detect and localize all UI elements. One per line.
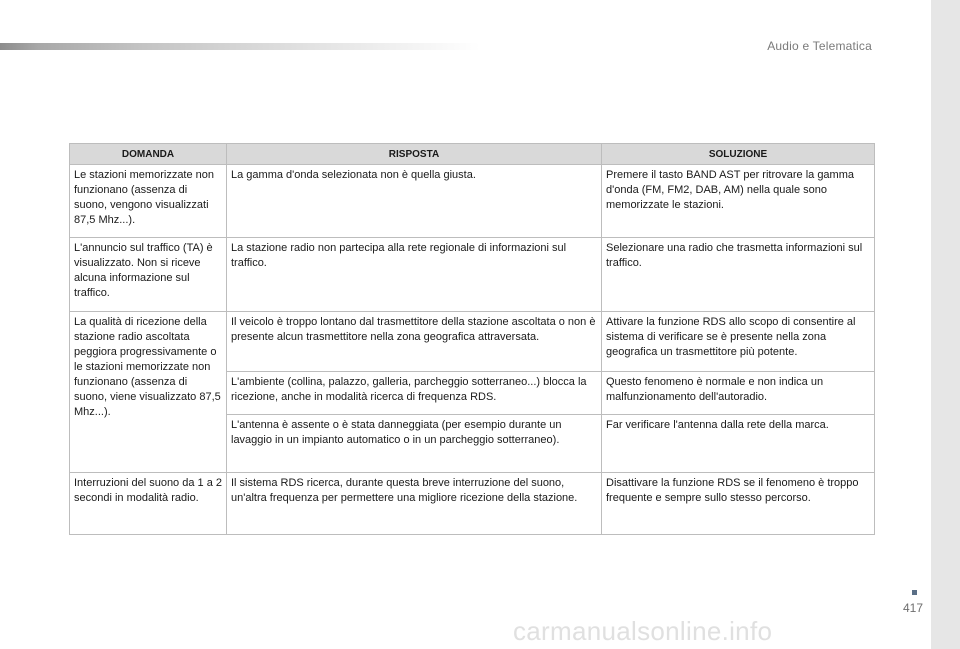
table-header-row <box>70 144 875 165</box>
answer-cell: Il sistema RDS ricerca, durante questa breve interruzione del suono, un'altra frequenza per permettere una migliore ricezione della stazione. <box>227 473 602 535</box>
table-row <box>70 312 875 372</box>
section-title: Audio e Telematica <box>767 39 872 53</box>
table-row <box>70 165 875 238</box>
table-row <box>70 238 875 312</box>
page-marker-square <box>912 590 917 595</box>
answer-cell: La stazione radio non partecipa alla rete regionale di informazioni sul traffico. <box>227 238 602 312</box>
question-cell: Le stazioni memorizzate non funzionano (assenza di suono, vengono visualizzati 87,5 Mhz...). <box>70 165 227 238</box>
solution-cell: Questo fenomeno è normale e non indica un malfunzionamento dell'autoradio. <box>602 372 875 415</box>
page-number: 417 <box>903 601 924 615</box>
question-cell: La qualità di ricezione della stazione radio ascoltata peggiora progressivamente o le stazioni memorizzate non funzionano (assenza di suono, viene visualizzato 87,5 Mhz...). <box>70 312 227 473</box>
header-gradient-bar <box>0 43 480 50</box>
question-cell: L'annuncio sul traffico (TA) è visualizzato. Non si riceve alcuna informazione sul traffico. <box>70 238 227 312</box>
answer-cell: L'antenna è assente o è stata danneggiata (per esempio durante un lavaggio in un impianto automatico o in un parcheggio sotterraneo). <box>227 415 602 473</box>
side-margin-strip <box>931 0 960 649</box>
troubleshooting-table <box>69 143 875 535</box>
solution-cell: Disattivare la funzione RDS se il fenomeno è troppo frequente e sempre sullo stesso percorso. <box>602 473 875 535</box>
question-cell: Interruzioni del suono da 1 a 2 secondi in modalità radio. <box>70 473 227 535</box>
column-header-answer: RISPOSTA <box>227 144 602 165</box>
column-header-solution: SOLUZIONE <box>602 144 875 165</box>
answer-cell: L'ambiente (collina, palazzo, galleria, parcheggio sotterraneo...) blocca la ricezione, anche in modalità ricerca di frequenza RDS. <box>227 372 602 415</box>
answer-cell: La gamma d'onda selezionata non è quella giusta. <box>227 165 602 238</box>
solution-cell: Selezionare una radio che trasmetta informazioni sul traffico. <box>602 238 875 312</box>
column-header-question: DOMANDA <box>70 144 227 165</box>
watermark: carmanualsonline.info <box>513 616 773 646</box>
solution-cell: Premere il tasto BAND AST per ritrovare la gamma d'onda (FM, FM2, DAB, AM) nella quale sono memorizzate le stazioni. <box>602 165 875 238</box>
table-row <box>70 473 875 535</box>
solution-cell: Attivare la funzione RDS allo scopo di consentire al sistema di verificare se è presente nella zona geografica un trasmettitore più potente. <box>602 312 875 372</box>
answer-cell: Il veicolo è troppo lontano dal trasmettitore della stazione ascoltata o non è presente alcun trasmettitore nella zona geografica attraversata. <box>227 312 602 372</box>
solution-cell: Far verificare l'antenna dalla rete della marca. <box>602 415 875 473</box>
